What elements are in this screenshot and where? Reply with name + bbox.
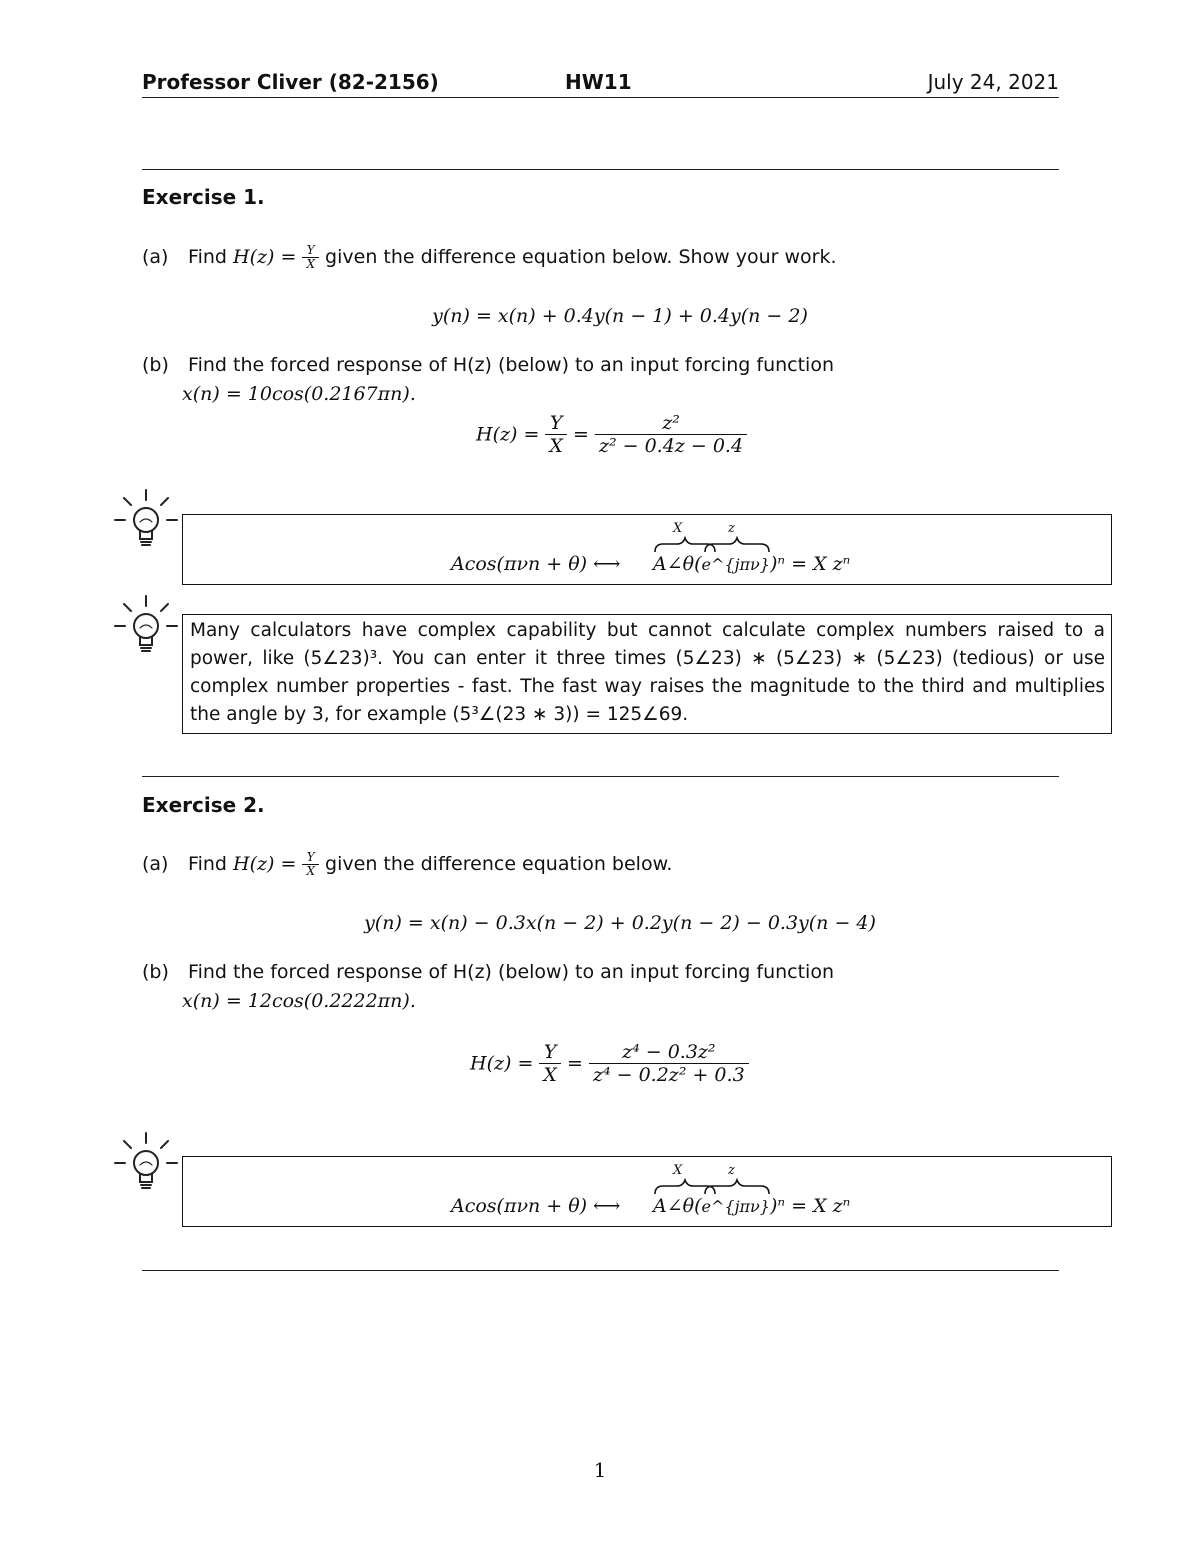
phasor-lhs: Acos(πνn + θ) ⟷ bbox=[451, 553, 621, 575]
find-word: Find bbox=[188, 853, 227, 875]
lightbulb-icon bbox=[110, 1127, 182, 1199]
tip-box-phasor bbox=[182, 1156, 1112, 1227]
ratio-fraction bbox=[302, 244, 319, 271]
brace-label-x: X bbox=[673, 1163, 683, 1178]
forcing-function: x(n) = 12cos(0.2222πn). bbox=[182, 990, 416, 1012]
exercise-2a bbox=[142, 851, 672, 878]
tf-polynomial bbox=[589, 1041, 749, 1086]
tf-denominator: z⁴ − 0.2z² + 0.3 bbox=[592, 1064, 745, 1086]
tf-denominator: z² − 0.4z − 0.4 bbox=[598, 435, 744, 457]
header-author: Professor Cliver (82-2156) bbox=[142, 70, 439, 94]
difference-equation: y(n) = x(n) + 0.4y(n − 1) + 0.4y(n − 2) bbox=[432, 305, 808, 327]
ratio-fraction bbox=[302, 851, 319, 878]
transfer-function bbox=[476, 412, 747, 457]
section-rule bbox=[142, 169, 1059, 170]
item-label: (a) bbox=[142, 853, 169, 875]
phasor-rest: )ⁿ = X zⁿ bbox=[769, 553, 851, 575]
tf-ratio-den: X bbox=[549, 435, 563, 457]
tf-ratio-num: Y bbox=[539, 1041, 561, 1064]
brace-label-z: z bbox=[728, 1163, 735, 1178]
tf-lhs: H(z) = bbox=[476, 423, 540, 446]
ratio-denominator: X bbox=[306, 257, 315, 271]
ratio-numerator: Y bbox=[302, 244, 319, 258]
tip-box-calculator bbox=[182, 614, 1112, 734]
item-label: (b) bbox=[142, 961, 169, 983]
section-rule bbox=[142, 1270, 1059, 1271]
tf-ratio-den: X bbox=[543, 1064, 557, 1086]
item-text: Find the forced response of H(z) (below) to an input forcing function bbox=[188, 354, 834, 376]
phasor-body: A∠θ(e^{jπν})ⁿ = X zⁿ bbox=[653, 1195, 851, 1217]
tip-text: Many calculators have complex capability but cannot calculate complex numbers raised to a power, like (5∠23)³. You can enter it three times (5∠23) ∗ (5∠23) ∗ (5∠23) (tedious) or use complex number properties - fast. The fast way raises the magnitude to the third and multiplies the angle by 3, for example (5³∠(23 ∗ 3)) = 125∠69. bbox=[190, 620, 1105, 725]
tf-ratio bbox=[545, 412, 567, 457]
item-text: given the difference equation below. bbox=[325, 853, 673, 875]
phasor-exponential: e^{jπν} bbox=[701, 555, 770, 574]
exercise-2b bbox=[142, 961, 834, 983]
hz-symbol: H(z) = bbox=[233, 246, 297, 268]
tf-equals: = bbox=[573, 423, 589, 446]
phasor-magnitude-angle: A∠θ bbox=[653, 1195, 695, 1217]
forcing-function: x(n) = 10cos(0.2167πn). bbox=[182, 383, 416, 405]
ratio-numerator: Y bbox=[302, 851, 319, 865]
section-rule bbox=[142, 776, 1059, 777]
transfer-function bbox=[470, 1041, 749, 1086]
brace-icon bbox=[649, 1160, 789, 1196]
exercise-2-title: Exercise 2. bbox=[142, 793, 265, 817]
item-label: (b) bbox=[142, 354, 169, 376]
item-label: (a) bbox=[142, 246, 169, 268]
page-number: 1 bbox=[593, 1458, 607, 1482]
brace-label-z: z bbox=[728, 521, 735, 536]
brace-label-x: X bbox=[673, 521, 683, 536]
phasor-exponential: e^{jπν} bbox=[701, 1197, 770, 1216]
phasor-magnitude-angle: A∠θ bbox=[653, 553, 695, 575]
tf-ratio-num: Y bbox=[545, 412, 567, 435]
find-word: Find bbox=[188, 246, 227, 268]
exercise-1-title: Exercise 1. bbox=[142, 185, 265, 209]
header-rule bbox=[142, 97, 1059, 98]
item-text: Find the forced response of H(z) (below) to an input forcing function bbox=[188, 961, 834, 983]
tip-box-phasor bbox=[182, 514, 1112, 585]
tf-equals: = bbox=[567, 1052, 583, 1075]
tf-ratio bbox=[539, 1041, 561, 1086]
tf-lhs: H(z) = bbox=[470, 1052, 534, 1075]
phasor-body: A∠θ(e^{jπν})ⁿ = X zⁿ bbox=[653, 553, 851, 575]
hz-symbol: H(z) = bbox=[233, 853, 297, 875]
brace-icon bbox=[649, 518, 789, 554]
lightbulb-icon bbox=[110, 484, 182, 556]
tf-polynomial bbox=[595, 412, 747, 457]
header-title: HW11 bbox=[565, 70, 632, 94]
difference-equation: y(n) = x(n) − 0.3x(n − 2) + 0.2y(n − 2) − 0.3y(n − 4) bbox=[364, 912, 876, 934]
item-text: given the difference equation below. Show your work. bbox=[325, 246, 837, 268]
lightbulb-icon bbox=[110, 590, 182, 662]
tf-numerator: z⁴ − 0.3z² bbox=[589, 1041, 749, 1064]
phasor-rest: )ⁿ = X zⁿ bbox=[769, 1195, 851, 1217]
tf-numerator: z² bbox=[595, 412, 747, 435]
phasor-lhs: Acos(πνn + θ) ⟷ bbox=[451, 1195, 621, 1217]
exercise-1b bbox=[142, 354, 834, 376]
ratio-denominator: X bbox=[306, 864, 315, 878]
exercise-1a bbox=[142, 244, 837, 271]
header-date: July 24, 2021 bbox=[927, 70, 1059, 94]
